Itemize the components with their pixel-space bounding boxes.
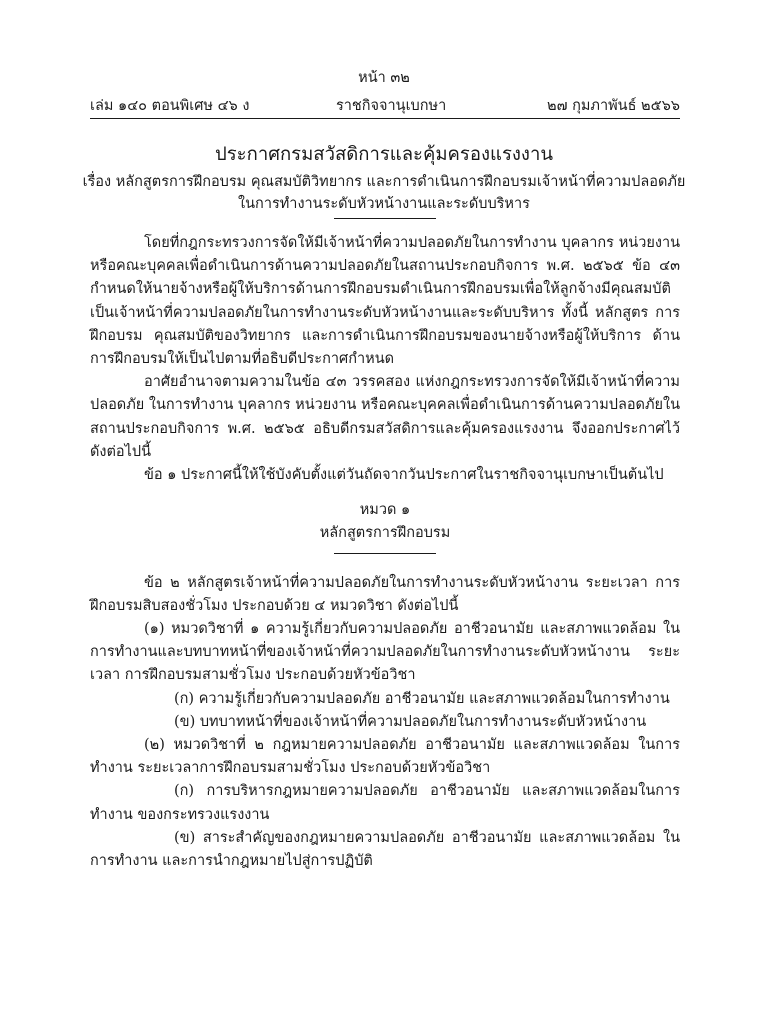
subject-line-2: ในการทำงานระดับหัวหน้างานและระดับบริหาร xyxy=(238,196,530,212)
chapter-number: หมวด ๑ xyxy=(359,502,411,519)
subject-1-item-b: (ข) บทบาทหน้าที่ของเจ้าหน้าที่ความปลอดภัยในการทำงานระดับหัวหน้างาน xyxy=(174,713,647,730)
subject-line-1: เรื่อง หลักสูตรการฝึกอบรม คุณสมบัติวิทยากร และการดำเนินการฝึกอบรมเจ้าหน้าที่ความปลอดภัย xyxy=(82,174,686,190)
title-divider xyxy=(334,218,436,219)
page-number: หน้า ๓๒ xyxy=(358,70,410,86)
gazette-name: ราชกิจจานุเบกษา xyxy=(336,98,447,114)
preamble-paragraph: โดยที่กฎกระทรวงการจัดให้มีเจ้าหน้าที่ความปลอดภัยในการทำงาน บุคลากร หน่วยงาน หรือคณะบุคคลเพื่อดำเนินการด้านความปลอดภัยในสถานประกอบกิจการ พ.ศ. ๒๕๖๕ ข้อ ๔๓ กำหนดให้นายจ้างหรือผู้ให้บริการด้านการฝึกอบรมดำเนินการฝึกอบรมเพื่อให้ลูกจ้างมีคุณสมบัติ เป็นเจ้าหน้าที่ความปลอดภัยในการทำงานระดับหัวหน้างานและระดับบริหาร ทั้งนี้ หลักสูตร การฝึกอบรม คุณสมบัติของวิทยากร และการดำเนินการฝึกอบรมของนายจ้างหรือผู้ให้บริการ ด้านการฝึกอบรมให้เป็นไปตามที่อธิบดีประกาศกำหนด xyxy=(90,235,680,368)
clause-1: ข้อ ๑ ประกาศนี้ให้ใช้บังคับตั้งแต่วันถัดจากวันประกาศในราชกิจจานุเบกษาเป็นต้นไป xyxy=(144,467,664,484)
gazette-header xyxy=(90,94,680,116)
subject-1: (๑) หมวดวิชาที่ ๑ ความรู้เกี่ยวกับความปลอดภัย อาชีวอนามัย และสภาพแวดล้อม ในการทำงานและบทบาทหน้าที่ของเจ้าหน้าที่ความปลอดภัยในการทำงานระดับหัวหน้างาน ระยะเวลา การฝึกอบรมสามชั่วโมง ประกอบด้วยหัวข้อวิชา xyxy=(90,621,680,684)
subject-1-item-a: (ก) ความรู้เกี่ยวกับความปลอดภัย อาชีวอนามัย และสภาพแวดล้อมในการทำงาน xyxy=(174,690,670,707)
volume-issue: เล่ม ๑๔๐ ตอนพิเศษ ๔๖ ง xyxy=(90,98,250,114)
chapter-name: หลักสูตรการฝึกอบรม xyxy=(319,525,451,542)
announcement-title: ประกาศกรมสวัสดิการและคุ้มครองแรงงาน xyxy=(215,144,553,165)
chapter-divider xyxy=(334,553,436,554)
header-rule xyxy=(90,118,680,119)
authority-paragraph: อาศัยอำนาจตามความในข้อ ๔๓ วรรคสอง แห่งกฎกระทรวงการจัดให้มีเจ้าหน้าที่ความปลอดภัย ในการทำงาน บุคลากร หน่วยงาน หรือคณะบุคคลเพื่อดำเนินการด้านความปลอดภัยในสถานประกอบกิจการ พ.ศ. ๒๕๖๕ อธิบดีกรมสวัสดิการและคุ้มครองแรงงาน จึงออกประกาศไว้ ดังต่อไปนี้ xyxy=(90,374,681,460)
subject-2-item-b: (ข) สาระสำคัญของกฎหมายความปลอดภัย อาชีวอนามัย และสภาพแวดล้อม ในการทำงาน และการนำกฎหมายไปสู่การปฏิบัติ xyxy=(90,829,680,870)
clause-2: ข้อ ๒ หลักสูตรเจ้าหน้าที่ความปลอดภัยในการทำงานระดับหัวหน้างาน ระยะเวลา การฝึกอบรมสิบสองชั่วโมง ประกอบด้วย ๔ หมวดวิชา ดังต่อไปนี้ xyxy=(90,574,680,614)
document-body xyxy=(90,232,680,873)
publication-date: ๒๗ กุมภาพันธ์ ๒๕๖๖ xyxy=(547,98,680,114)
subject-2: (๒) หมวดวิชาที่ ๒ กฎหมายความปลอดภัย อาชีวอนามัย และสภาพแวดล้อม ในการทำงาน ระยะเวลาการฝึกอบรมสามชั่วโมง ประกอบด้วยหัวข้อวิชา xyxy=(90,737,680,777)
subject-2-item-a: (ก) การบริหารกฎหมายความปลอดภัย อาชีวอนามัย และสภาพแวดล้อมในการทำงาน ของกระทรวงแรงงาน xyxy=(90,783,680,823)
